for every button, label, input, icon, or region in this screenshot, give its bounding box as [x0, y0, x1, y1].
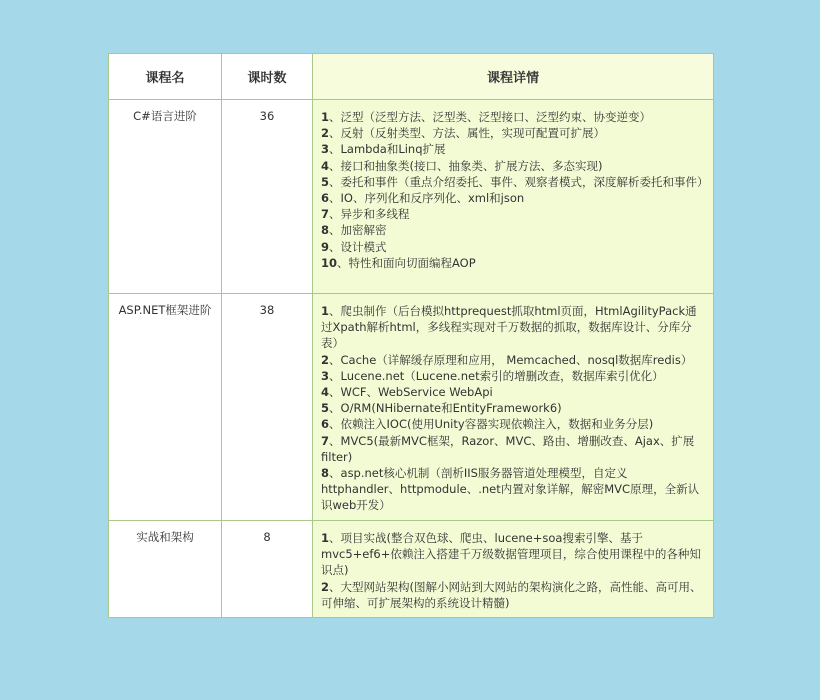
detail-item: 1、泛型（泛型方法、泛型类、泛型接口、泛型约束、协变逆变）	[321, 110, 652, 124]
header-row	[109, 54, 714, 100]
detail-item: 9、设计模式	[321, 239, 387, 254]
header-course-name: 课程名	[109, 54, 222, 100]
detail-item: 6、依赖注入IOC(使用Unity容器实现依赖注入，数据和业务分层)	[321, 417, 654, 432]
course-details-cell	[313, 294, 714, 521]
detail-item: 6、IO、序列化和反序列化、xml和json	[321, 191, 525, 206]
table-row	[109, 294, 714, 521]
detail-item: 7、MVC5(最新MVC框架，Razor、MVC、路由、增删改查、Ajax、扩展filter)	[321, 433, 695, 464]
course-details-cell	[313, 100, 714, 294]
detail-item: 4、接口和抽象类(接口、抽象类、扩展方法、多态实现)	[321, 158, 603, 173]
course-table	[108, 53, 714, 618]
course-table-container	[108, 53, 713, 618]
course-hours-cell: 38	[222, 294, 313, 521]
header-details: 课程详情	[313, 54, 714, 100]
course-hours-cell: 8	[222, 521, 313, 618]
header-hours: 课时数	[222, 54, 313, 100]
course-name-cell: C#语言进阶	[109, 100, 222, 294]
detail-item: 4、WCF、WebService WebApi	[321, 385, 493, 400]
detail-item: 7、异步和多线程	[321, 207, 410, 222]
detail-item: 5、O/RM(NHibernate和EntityFramework6)	[321, 401, 562, 416]
course-name-cell: ASP.NET框架进阶	[109, 294, 222, 521]
detail-item: 10、特性和面向切面编程AOP	[321, 255, 476, 270]
detail-item: 8、asp.net核心机制（剖析IIS服务器管道处理模型，自定义httphandler、httpmodule、.net内置对象详解，解密MVC原理，全新认识web开发）	[321, 466, 700, 513]
detail-item: 3、Lambda和Linq扩展	[321, 142, 446, 157]
detail-item: 5、委托和事件（重点介绍委托、事件、观察者模式，深度解析委托和事件）	[321, 174, 709, 189]
detail-item: 1、项目实战(整合双色球、爬虫、lucene+soa搜索引擎、基于mvc5+ef6+依赖注入搭建千万级数据管理项目，综合使用课程中的各种知识点)	[321, 531, 701, 578]
course-hours-cell: 36	[222, 100, 313, 294]
detail-item: 2、反射（反射类型、方法、属性，实现可配置可扩展）	[321, 126, 606, 141]
detail-item: 1、爬虫制作（后台模拟httprequest抓取html页面，HtmlAgilityPack通过Xpath解析html，多线程实现对千万数据的抓取，数据库设计、分库分表）	[321, 304, 697, 351]
detail-item: 2、大型网站架构(图解小网站到大网站的架构演化之路，高性能、高可用、可伸缩、可扩展架构的系统设计精髓)	[321, 579, 702, 610]
course-details-cell	[313, 521, 714, 618]
table-row	[109, 521, 714, 618]
course-name-cell: 实战和架构	[109, 521, 222, 618]
detail-item: 3、Lucene.net（Lucene.net索引的增删改查，数据库索引优化）	[321, 368, 664, 383]
detail-item: 8、加密解密	[321, 223, 387, 238]
table-row	[109, 100, 714, 294]
detail-item: 2、Cache（详解缓存原理和应用， Memcached、nosql数据库redis）	[321, 352, 693, 367]
